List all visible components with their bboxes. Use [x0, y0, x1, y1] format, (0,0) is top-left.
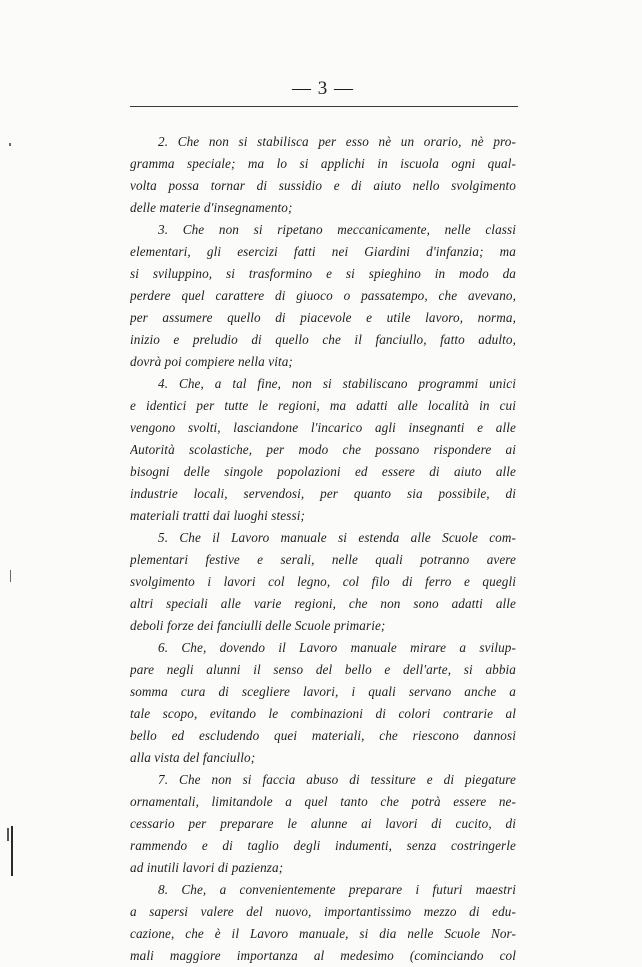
text-line: alla vista del fanciullo;: [130, 750, 256, 765]
text-line: inizio e preludio di quello che il fanciullo, fatto adulto,: [130, 332, 516, 347]
text-line: cessario per preparare le alunne ai lavori di cucito, di: [130, 816, 516, 831]
text-line: per assumere quello di piacevole e utile lavoro, norma,: [130, 310, 516, 325]
scan-mark-dash: [10, 570, 11, 582]
text-line: si sviluppino, si trasformino e si spieghino in modo da: [130, 266, 516, 281]
text-line: 3. Che non si ripetano meccanicamente, nelle classi: [158, 222, 516, 237]
scan-mark-edge-stroke: [7, 828, 9, 841]
text-line: 7. Che non si faccia abuso di tessiture e di piegature: [158, 772, 516, 787]
text-line: perdere quel carattere di giuoco o passatempo, che avevano,: [130, 288, 516, 303]
text-line: volta possa tornar di sussidio e di aiuto nello svolgimento: [130, 178, 516, 193]
text-line: 6. Che, dovendo il Lavoro manuale mirare a svilup-: [158, 640, 516, 655]
text-line: dovrà poi compiere nella vita;: [130, 354, 293, 369]
text-line: delle materie d'insegnamento;: [130, 200, 293, 215]
text-line: pare negli alunni il senso del bello e dell'arte, si abbia: [130, 662, 516, 677]
text-line: materiali tratti dai luoghi stessi;: [130, 508, 305, 523]
text-line: plementari festive e serali, nelle quali potranno avere: [130, 552, 516, 567]
text-line: bisogni delle singole popolazioni ed essere di aiuto alle: [130, 464, 516, 479]
text-line: a sapersi valere del nuovo, importantissimo mezzo di edu-: [130, 904, 516, 919]
text-line: altri speciali alle varie regioni, che non sono adatti alle: [130, 596, 516, 611]
text-line: e identici per tutte le regioni, ma adatti alle località in cui: [130, 398, 516, 413]
text-line: 4. Che, a tal fine, non si stabiliscano programmi unici: [158, 376, 516, 391]
text-line: Autorità scolastiche, per modo che possano rispondere ai: [130, 442, 516, 457]
scan-mark-dot: [9, 143, 11, 146]
text-line: ornamentali, limitandole a quel tanto che potrà essere ne-: [130, 794, 516, 809]
text-line: mali maggiore importanza al medesimo (cominciando col: [130, 948, 516, 963]
text-line: bello ed escludendo quei materiali, che riescono dannosi: [130, 728, 516, 743]
scan-mark-edge-line: [11, 826, 13, 876]
page-number: — 3 —: [292, 78, 354, 99]
text-line: deboli forze dei fanciulli delle Scuole primarie;: [130, 618, 386, 633]
text-line: 5. Che il Lavoro manuale si estenda alle Scuole com-: [158, 530, 516, 545]
body-text: [130, 131, 516, 967]
text-line: svolgimento i lavori col legno, col filo di ferro e quegli: [130, 574, 516, 589]
text-line: gramma speciale; ma lo si applichi in iscuola ogni qual-: [130, 156, 516, 171]
text-line: rammendo e di taglio degli indumenti, senza costringerle: [130, 838, 516, 853]
text-line: industrie locali, servendosi, per quanto sia possibile, di: [130, 486, 516, 501]
text-line: tale scopo, evitando le combinazioni di colori contrarie al: [130, 706, 516, 721]
text-line: vengono svolti, lasciandone l'incarico agli insegnanti e alle: [130, 420, 516, 435]
text-line: ad inutili lavori di pazienza;: [130, 860, 284, 875]
text-line: cazione, che è il Lavoro manuale, si dia nelle Scuole Nor-: [130, 926, 516, 941]
text-line: somma cura di scegliere lavori, i quali servano anche a: [130, 684, 516, 699]
text-line: elementari, gli esercizi fatti nei Giardini d'infanzia; ma: [130, 244, 516, 259]
text-line: 8. Che, a convenientemente preparare i futuri maestri: [158, 882, 516, 897]
text-line: 2. Che non si stabilisca per esso nè un orario, nè pro-: [158, 134, 516, 149]
header-rule: [130, 106, 518, 107]
